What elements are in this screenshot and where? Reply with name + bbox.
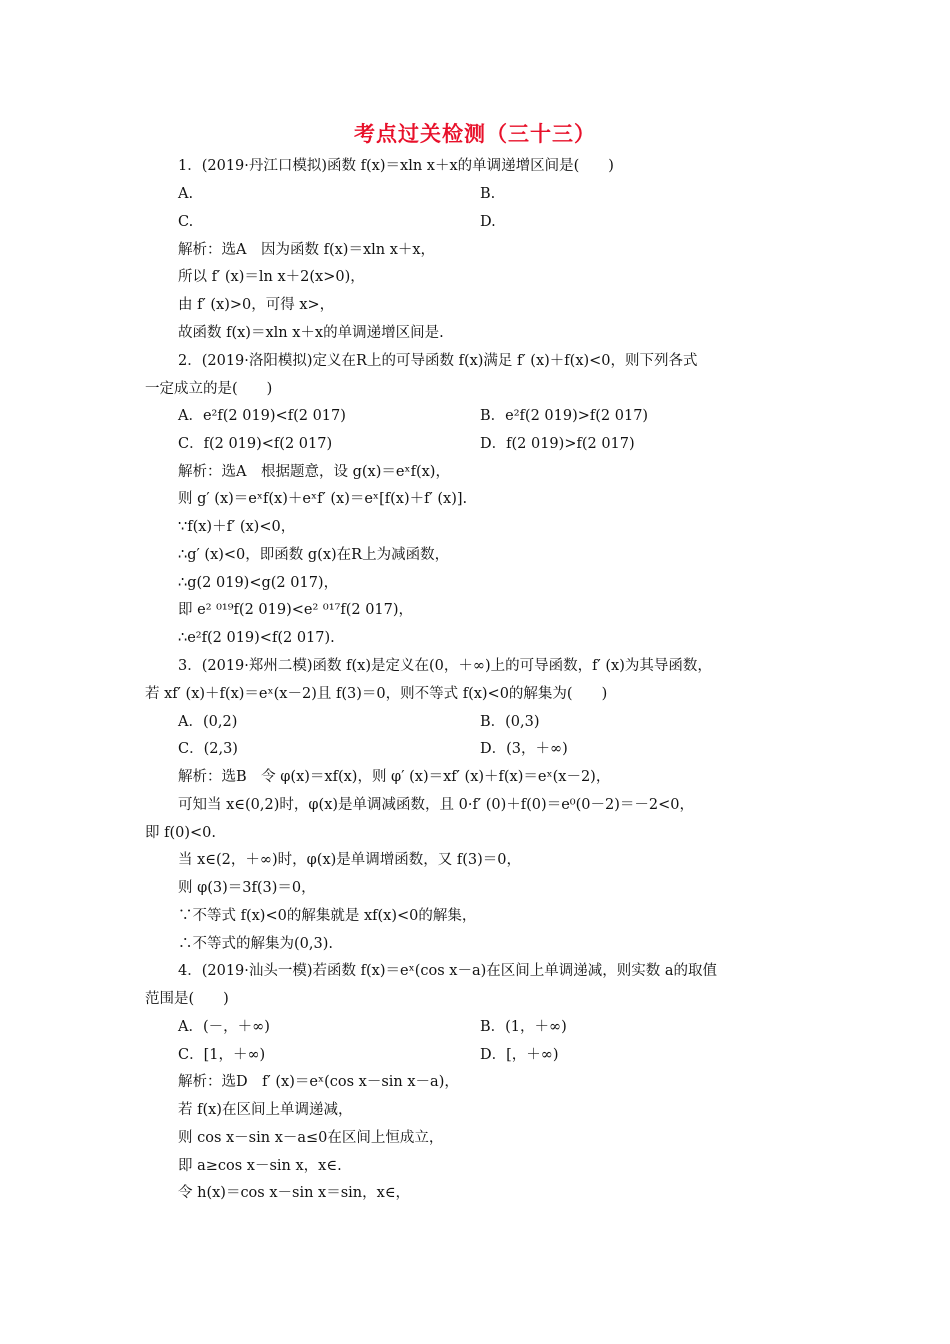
text-line: 即 a≥cos x－sin x，x∈. — [178, 1158, 342, 1174]
text-line: 4．(2019·汕头一模)若函数 f(x)＝eˣ(cos x－a)在区间上单调递减，则实数 a的取值 — [178, 963, 718, 979]
text-line: 解析：选D f′ (x)＝eˣ(cos x－sin x－a)， — [178, 1074, 459, 1090]
text-line: 2．(2019·洛阳模拟)定义在R上的可导函数 f(x)满足 f′ (x)＋f(x)<0，则下列各式 — [178, 353, 698, 369]
text-line: 一定成立的是( ) — [145, 381, 273, 397]
text-line: ∵不等式 f(x)<0的解集就是 xf(x)<0的解集， — [178, 908, 477, 924]
text-line: C．(2,3) — [178, 741, 238, 757]
text-line: C．[1，＋∞) — [178, 1047, 266, 1063]
text-line: 则 φ(3)＝3f(3)＝0， — [178, 880, 316, 896]
text-line: B．e²f(2 019)>f(2 017) — [480, 408, 649, 424]
text-line: 令 h(x)＝cos x－sin x＝sin，x∈， — [178, 1185, 411, 1201]
text-line: ∴e²f(2 019)<f(2 017). — [178, 630, 335, 646]
text-line: 解析：选A 因为函数 f(x)＝xln x＋x， — [178, 242, 436, 258]
text-line: A．(－，＋∞) — [178, 1019, 270, 1035]
text-line: A．(0,2) — [178, 714, 238, 730]
text-line: 若 xf′ (x)＋f(x)＝eˣ(x－2)且 f(3)＝0，则不等式 f(x)<0的解集为( ) — [145, 686, 608, 702]
text-line: 解析：选A 根据题意，设 g(x)＝eˣf(x)， — [178, 464, 450, 480]
text-line: 1．(2019·丹江口模拟)函数 f(x)＝xln x＋x的单调递增区间是( ) — [178, 158, 614, 174]
text-line: C. — [178, 214, 194, 230]
text-line: 范围是( ) — [145, 991, 229, 1007]
text-line: D．f(2 019)>f(2 017) — [480, 436, 635, 452]
text-line: ∴g(2 019)<g(2 017)， — [178, 575, 339, 591]
text-line: 解析：选B 令 φ(x)＝xf(x)，则 φ′ (x)＝xf′ (x)＋f(x)＝eˣ(x－2)， — [178, 769, 611, 785]
text-line: 故函数 f(x)＝xln x＋x的单调递增区间是. — [178, 325, 444, 341]
text-line: 则 cos x－sin x－a≤0在区间上恒成立， — [178, 1130, 444, 1146]
text-line: D．[，＋∞) — [480, 1047, 559, 1063]
text-line: A. — [178, 186, 194, 202]
text-line: 即 e² ⁰¹⁹f(2 019)<e² ⁰¹⁷f(2 017)， — [178, 602, 414, 618]
text-line: ∵f(x)＋f′ (x)<0， — [178, 519, 296, 535]
text-line: B．(1，＋∞) — [480, 1019, 567, 1035]
text-line: 若 f(x)在区间上单调递减， — [178, 1102, 353, 1118]
text-line: 3．(2019·郑州二模)函数 f(x)是定义在(0，＋∞)上的可导函数，f′ (x)为其导函数， — [178, 658, 712, 674]
text-line: B. — [480, 186, 496, 202]
text-line: 当 x∈(2，＋∞)时，φ(x)是单调增函数，又 f(3)＝0， — [178, 852, 522, 868]
text-line: ∴g′ (x)<0，即函数 g(x)在R上为减函数， — [178, 547, 450, 563]
text-line: ∴不等式的解集为(0,3). — [178, 936, 333, 952]
text-line: 由 f′ (x)>0，可得 x>， — [178, 297, 335, 313]
text-line: D. — [480, 214, 496, 230]
text-line: B．(0,3) — [480, 714, 540, 730]
page-title: 考点过关检测（三十三） — [354, 122, 596, 146]
text-line: D．(3，＋∞) — [480, 741, 568, 757]
text-line: 则 g′ (x)＝eˣf(x)＋eˣf′ (x)＝eˣ[f(x)＋f′ (x)]. — [178, 491, 468, 507]
text-line: C．f(2 019)<f(2 017) — [178, 436, 333, 452]
text-line: A．e²f(2 019)<f(2 017) — [178, 408, 346, 424]
text-line: 所以 f′ (x)＝ln x＋2(x>0)， — [178, 269, 365, 285]
text-line: 可知当 x∈(0,2)时，φ(x)是单调减函数，且 0·f′ (0)＋f(0)＝e⁰(0－2)＝－2<0， — [178, 797, 694, 813]
text-line: 即 f(0)<0. — [145, 825, 216, 841]
